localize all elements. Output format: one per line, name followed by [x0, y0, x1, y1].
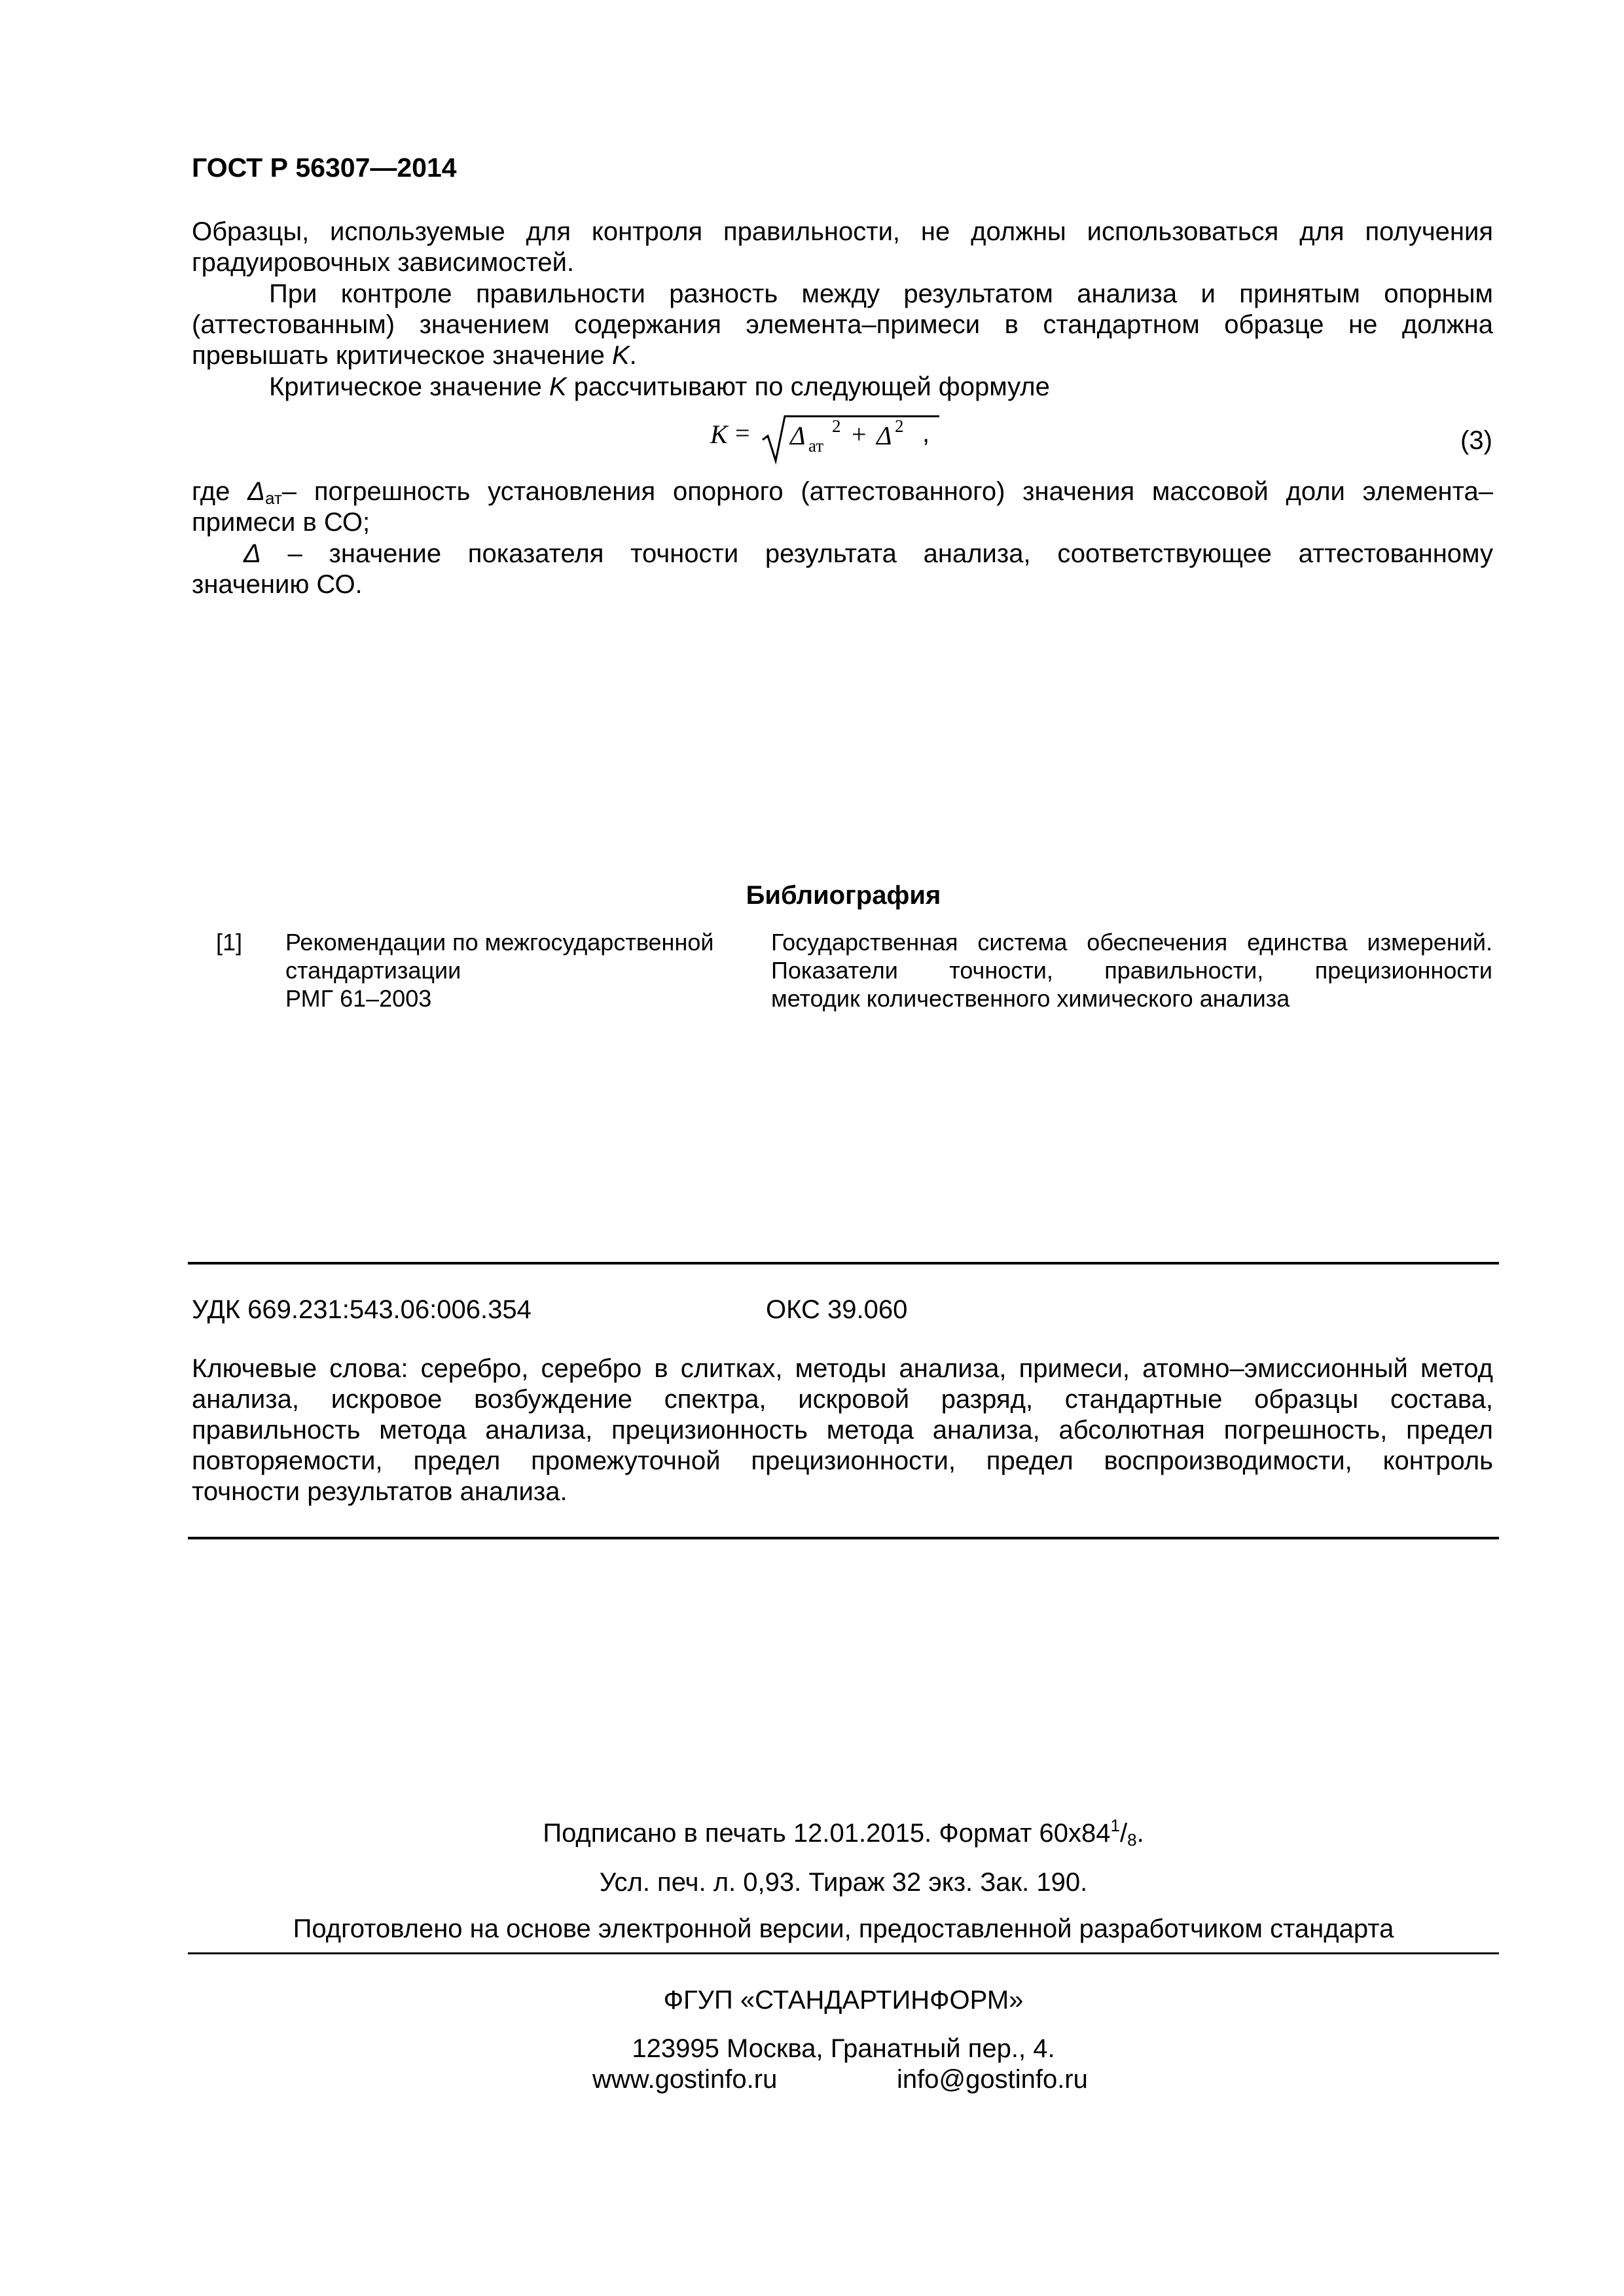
- paragraph-line: градуировочных зависимостей.: [192, 248, 575, 277]
- paragraph-line: При контроле правильности разность между результатом анализа и принятым опорным: [269, 279, 1493, 308]
- keywords-line: точности результатов анализа.: [192, 1477, 568, 1506]
- paragraph-line: (аттестованным) значением содержания элемента–примеси в стандартном образце не должна: [192, 310, 1493, 339]
- source-line: РМГ 61–2003: [285, 985, 432, 1012]
- paragraph-line: [192, 476, 1493, 507]
- formula-delta-at: Δ: [790, 421, 806, 450]
- formula-equals: =: [735, 418, 750, 448]
- divider: [188, 1262, 1499, 1265]
- formula-subscript-at: ат: [808, 436, 824, 456]
- formula-exponent: 2: [895, 416, 904, 436]
- title-line: Показатели точности, правильности, прецизионности: [771, 957, 1492, 984]
- fraction-numerator: 1: [1110, 1816, 1120, 1835]
- paragraph-line: примеси в СО;: [192, 508, 370, 537]
- bibliography-entry: [216, 928, 1492, 1020]
- keywords-line: Ключевые слова: серебро, серебро в слитках, методы анализа, примеси, атомно–эмиссионный метод: [192, 1354, 1493, 1383]
- signed-to-print: [188, 1818, 1499, 1849]
- paragraph-line: [269, 372, 1050, 403]
- title-line: Государственная система обеспечения единства измерений.: [771, 929, 1492, 956]
- text-run: .: [1136, 1819, 1144, 1848]
- publisher-name: ФГУП «СТАНДАРТИНФОРМ»: [663, 1986, 1024, 2015]
- bibliography-document-title: [771, 928, 1492, 1013]
- formula-lhs: K: [710, 420, 728, 449]
- text-run: Подписано в печать 12.01.2015. Формат 60х84: [543, 1819, 1111, 1848]
- email-link[interactable]: info@gostinfo.ru: [897, 2065, 1088, 2094]
- bibliography-title: Библиография: [746, 881, 941, 910]
- divider: [188, 1537, 1499, 1539]
- formula-delta: Δ: [876, 421, 892, 450]
- bibliography-number: [1]: [216, 929, 243, 956]
- text-run: Критическое значение: [269, 372, 549, 401]
- source-line: стандартизации: [285, 957, 461, 984]
- keywords-line: анализа, искровое возбуждение спектра, искровой разряд, стандартные образцы состава,: [192, 1385, 1493, 1414]
- paragraph-line: [244, 539, 1493, 569]
- bibliography-source: [285, 928, 757, 1013]
- formula-number: (3): [1460, 426, 1492, 455]
- variable-delta: Δ: [244, 539, 261, 568]
- text-run: – значение показателя точности результата анализа, соответствующее аттестованному: [261, 539, 1493, 568]
- document-code: ГОСТ Р 56307—2014: [192, 152, 457, 183]
- prepared-note: Подготовлено на основе электронной версии, предоставленной разработчиком стандарта: [293, 1914, 1394, 1943]
- fraction-slash: /: [1119, 1819, 1128, 1848]
- keywords-line: повторяемости, предел промежуточной прецизионности, предел воспроизводимости, контроль: [192, 1446, 1493, 1475]
- source-line: Рекомендации по межгосударственной: [285, 929, 714, 956]
- paragraph-line: значению СО.: [192, 570, 363, 599]
- keywords: [192, 1354, 1493, 1507]
- title-line: методик количественного химического анализа: [771, 985, 1290, 1012]
- publisher-address: 123995 Москва, Гранатный пер., 4.: [632, 2034, 1055, 2063]
- text-run: .: [629, 341, 637, 370]
- print-info: Усл. печ. л. 0,93. Тираж 32 экз. Зак. 190.: [599, 1868, 1088, 1897]
- formula-comma: ,: [922, 419, 930, 448]
- variable-k: K: [611, 341, 630, 370]
- website-link[interactable]: www.gostinfo.ru: [592, 2065, 778, 2094]
- text-run: превышать критическое значение: [192, 341, 612, 370]
- text-run: рассчитывают по следующей формуле: [566, 372, 1050, 401]
- variable-delta: Δ: [247, 477, 265, 506]
- fraction-denominator: 8: [1127, 1830, 1137, 1850]
- variable-k: K: [549, 372, 567, 401]
- subscript: ат: [265, 488, 282, 508]
- text-run: где: [192, 477, 248, 506]
- keywords-line: правильность метода анализа, прецизионность метода анализа, абсолютная погрешность, предел: [192, 1416, 1493, 1444]
- paragraph-line: Образцы, используемые для контроля правильности, не должны использоваться для получения: [192, 217, 1493, 246]
- formula-exponent: 2: [832, 416, 841, 436]
- divider: [188, 1952, 1499, 1954]
- oks-code: ОКС 39.060: [766, 1295, 908, 1324]
- text-run: – погрешность установления опорного (аттестованного) значения массовой доли элемента–: [281, 477, 1493, 506]
- udc-code: УДК 669.231:543.06:006.354: [192, 1295, 532, 1324]
- paragraph-line: [192, 340, 637, 371]
- formula: [710, 414, 933, 466]
- formula-plus: +: [852, 420, 867, 449]
